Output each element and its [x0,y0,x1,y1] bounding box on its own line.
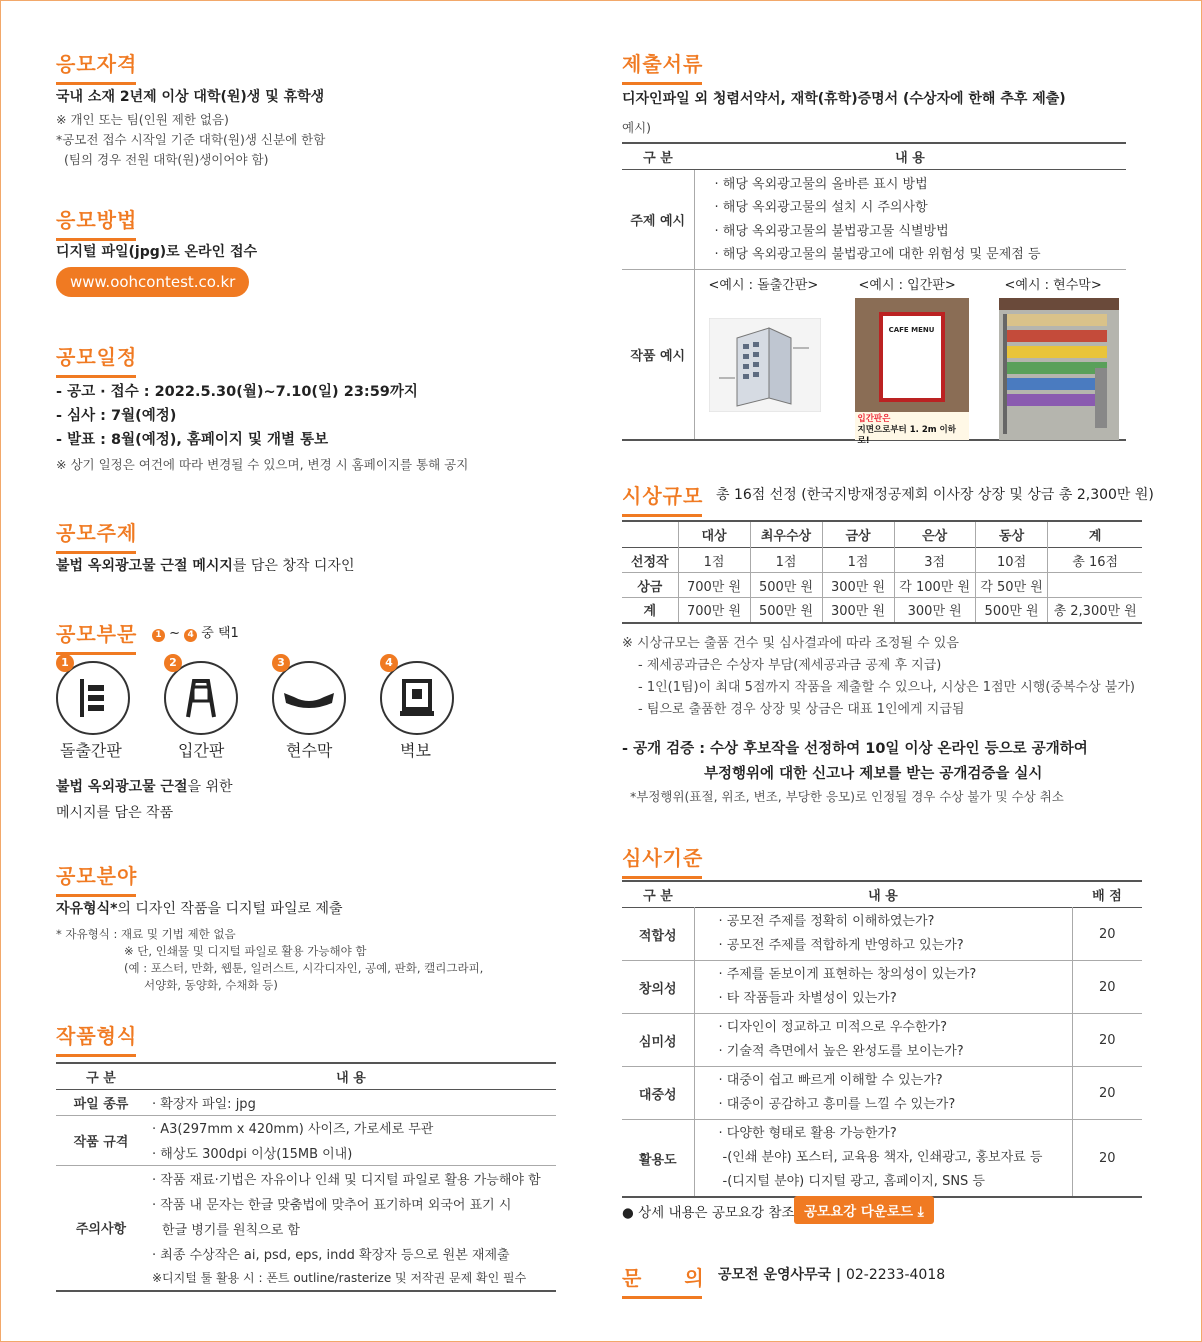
judging-row-2-key: 창의성 [622,961,694,1014]
judging-row-5-key: 활용도 [622,1120,694,1198]
category-label-1: 돌출간판 [60,741,122,760]
prize-table [622,520,1142,624]
category-num-4: 4 [380,654,398,672]
format-row-3-val-1: · 작품 재료·기법은 자유이나 인쇄 및 디지털 파일로 활용 가능해야 함 [152,1172,541,1188]
example-label-2: <예시 : 입간판> [858,278,956,293]
schedule-heading: 공모일정 [56,341,137,378]
verification-line-2: 부정행위에 대한 신고나 제보를 받는 공개검증을 실시 [704,766,1043,782]
prize-r0-c5: 10점 [975,548,1047,573]
standing-sign-icon [166,663,236,733]
theme-heading: 공모주제 [56,517,137,554]
judging-heading: 심사기준 [622,842,703,879]
judging-r3-l1: · 디자인이 정교하고 미적으로 우수한가? [718,1020,947,1035]
judging-r2-l2: · 타 작품들과 차별성이 있는가? [718,991,897,1006]
field-heading: 공모분야 [56,860,137,897]
contact-sep: | [831,1267,846,1283]
format-heading: 작품형식 [56,1020,137,1057]
format-row-1-key: 파일 종류 [73,1097,129,1112]
category-num-2: 2 [164,654,182,672]
field-text [56,898,343,918]
docs-topic-2: · 해당 옥외광고물의 설치 시 주의사항 [714,200,928,215]
prize-r1-c5: 각 50만 원 [975,573,1047,598]
prize-note-2: - 제세공과금은 수상자 부담(제세공과금 공제 후 지급) [638,658,942,673]
docs-th-2: 내 용 [694,143,1126,170]
download-text: 공모요강 다운로드 [804,1204,914,1220]
schedule-note: ※ 상기 일정은 여건에 따라 변경될 수 있으며, 변경 시 홈페이지를 통해 공지 [56,457,469,472]
judging-row-5-val [694,1120,1072,1198]
category-desc-2: 메시지를 담은 작품 [56,805,174,821]
download-label [794,1196,934,1224]
prize-th-6: 계 [1048,521,1142,548]
docs-topic-4: · 해당 옥외광고물의 불법광고에 대한 위험성 및 문제점 등 [714,247,1041,262]
method-main: 디지털 파일(jpg)로 온라인 접수 [56,244,258,260]
theme-rest: 를 담은 창작 디자인 [232,558,355,574]
category-num-1: 1 [56,654,74,672]
caption-line-2: 지면으로부터 1. 2m 이하로! [857,425,956,446]
docs-row-1-val [694,170,1126,270]
judging-r4-l2: · 대중이 공감하고 흥미를 느낄 수 있는가? [718,1097,956,1112]
category-circle-2 [164,661,238,735]
category-heading: 공모부문 [56,618,137,655]
prize-note-3: - 1인(1팀)이 최대 5점까지 작품을 제출할 수 있으나, 시상은 1점만 시행(중복수상 불가) [638,680,1135,695]
field-note-1: * 자유형식 : 재료 및 기법 제한 없음 [56,927,236,941]
qualification-main: 국내 소재 2년제 이상 대학(원)생 및 휴학생 [56,89,325,105]
docs-heading: 제출서류 [622,48,703,85]
schedule-line-2: - 심사 : 7월(예정) [56,408,177,424]
judging-row-5-score: 20 [1072,1120,1142,1198]
banner-icon [274,663,344,733]
contest-url-link[interactable]: www.oohcontest.co.kr [56,267,249,297]
format-th-1: 구 분 [56,1063,146,1090]
guide-download-button[interactable] [794,1196,934,1224]
format-row-3-val-4: · 최종 수상작은 ai, psd, eps, indd 확장자 등으로 원본 재제출 [152,1247,510,1263]
caption-line-1: 입간판은 [857,414,891,424]
contact-heading: 문 의 [622,1262,705,1299]
prize-r1-c2: 500만 원 [750,573,822,598]
category-label-4: 벽보 [400,741,431,760]
judging-row-3-score: 20 [1072,1014,1142,1067]
theme-bold: 불법 옥외광고물 근절 메시지 [56,558,233,574]
category-circle-1 [56,661,130,735]
format-row-3-val-5: ※디지털 툴 활용 시 : 폰트 outline/rasterize 및 저작권 문제 확인 필수 [152,1271,527,1285]
prize-r0-c2: 1점 [750,548,822,573]
standing-sign-example-image [855,298,969,446]
format-row-3-key: 주의사항 [56,1166,146,1291]
judging-row-4-key: 대중성 [622,1067,694,1120]
judging-r4-l1: · 대중이 쉽고 빠르게 이해할 수 있는가? [718,1073,943,1088]
judging-row-1-score: 20 [1072,908,1142,961]
format-row-3-val-2: · 작품 내 문자는 한글 맞춤법에 맞추어 표기하며 외국어 표기 시 [152,1197,512,1213]
judging-r5-l1: · 다양한 형태로 활용 가능한가? [718,1126,897,1141]
docs-main: 디자인파일 외 청렴서약서, 재학(휴학)증명서 (수상자에 한해 추후 제출) [622,91,1066,107]
judging-r5-l3: -(디지털 분야) 디지털 광고, 홈페이지, SNS 등 [722,1174,985,1189]
category-desc-bold: 불법 옥외광고물 근절 [56,779,188,795]
badge-4: 4 [184,629,197,642]
judging-r1-l2: · 공모전 주제를 적합하게 반영하고 있는가? [718,938,964,953]
prize-subtitle: 총 16점 선정 (한국지방재정공제회 이사장 상장 및 상금 총 2,300만 원) [716,487,1154,503]
prize-r2-c1: 700만 원 [678,598,750,623]
format-row-2-val-1: · A3(297mm x 420mm) 사이즈, 가로세로 무관 [152,1122,434,1138]
judging-row-3-key: 심미성 [622,1014,694,1067]
docs-topic-1: · 해당 옥외광고물의 올바른 표시 방법 [714,176,928,192]
format-row-2-key: 작품 규격 [56,1116,146,1166]
contact-org: 공모전 운영사무국 [718,1267,832,1283]
docs-row-2-val [694,270,1126,446]
judging-row-3-val [694,1014,1072,1067]
example-label-1: <예시 : 돌출간판> [708,278,819,293]
field-rest: 의 디자인 작품을 디지털 파일로 제출 [117,901,343,917]
judging-table [622,880,1142,1198]
format-row-2-val-2: · 해상도 300dpi 이상(15MB 이내) [152,1146,353,1162]
prize-r1-c3: 300만 원 [822,573,894,598]
judging-th-1: 구 분 [643,889,673,904]
judging-th-3: 배 점 [1092,889,1122,904]
protruding-sign-icon [58,663,128,733]
qualification-note-3: (팀의 경우 전원 대학(원)생이어야 함) [64,152,269,167]
field-note-4: 서양화, 동양화, 수채화 등) [144,978,278,992]
category-label-2: 입간판 [178,741,225,760]
verification-line-1: - 공개 검증 : 수상 후보작을 선정하여 10일 이상 온라인 등으로 공개하여 [622,741,1088,757]
format-row-1-val: · 확장자 파일: jpg [152,1097,256,1112]
prize-th-1: 대상 [678,521,750,548]
prize-th-0 [622,521,678,548]
verification-note: *부정행위(표절, 위조, 변조, 부당한 응모)로 인정될 경우 수상 불가 및 수상 취소 [630,789,1064,804]
field-note-3: (예 : 포스터, 만화, 웹툰, 일러스트, 시각디자인, 공예, 판화, 캘리그라피, [124,961,484,975]
method-heading: 응모방법 [56,204,137,241]
prize-r2-c6: 총 2,300만 원 [1048,598,1142,623]
docs-table [622,142,1126,446]
detail-text: ● 상세 내용은 공모요강 참조 [622,1205,795,1221]
prize-r2-c2: 500만 원 [750,598,822,623]
prize-th-5: 동상 [975,521,1047,548]
docs-example-label: 예시) [622,120,652,135]
judging-r5-l2: -(인쇄 분야) 포스터, 교육용 책자, 인쇄광고, 홍보자료 등 [722,1150,1043,1165]
prize-r2-c4: 300만 원 [894,598,975,623]
prize-heading: 시상규모 [622,480,703,517]
qualification-note-1: ※ 개인 또는 팀(인원 제한 없음) [56,112,229,127]
prize-th-4: 은상 [894,521,975,548]
prize-th-3: 금상 [822,521,894,548]
example-label-3: <예시 : 현수막> [1004,278,1102,293]
judging-row-4-score: 20 [1072,1067,1142,1120]
judging-th-2: 내 용 [868,889,898,904]
category-circle-4 [380,661,454,735]
badge-1: 1 [152,629,165,642]
docs-topic-3: · 해당 옥외광고물의 불법광고물 식별방법 [714,223,949,239]
judging-row-1-val [694,908,1072,961]
schedule-line-3: - 발표 : 8월(예정), 홈페이지 및 개별 통보 [56,432,329,448]
format-th-2: 내 용 [146,1063,556,1090]
contact-phone: 02-2233-4018 [845,1267,946,1283]
judging-row-1-key: 적합성 [622,908,694,961]
category-desc-1 [56,776,233,796]
docs-row-1-key: 주제 예시 [622,170,694,270]
cafe-menu-text: CAFE MENU [879,312,945,402]
judging-row-2-val [694,961,1072,1014]
judging-row-4-val [694,1067,1072,1120]
category-circle-3 [272,661,346,735]
protruding-sign-example-image [709,318,821,412]
prize-r2-c5: 500만 원 [975,598,1047,623]
field-bold: 자유형식* [56,901,118,917]
prize-r1-c6 [1048,573,1142,598]
judging-r3-l2: · 기술적 측면에서 높은 완성도를 보이는가? [718,1044,964,1059]
docs-th-1: 구 분 [622,143,694,170]
prize-r0-c3: 1점 [822,548,894,573]
format-row-3-val-3: 한글 병기를 원칙으로 함 [162,1222,300,1238]
judging-r2-l1: · 주제를 돋보이게 표현하는 창의성이 있는가? [718,967,977,982]
standing-sign-caption [855,412,969,446]
prize-r0-c1: 1점 [678,548,750,573]
field-note-2: ※ 단, 인쇄물 및 디지털 파일로 활용 가능해야 함 [124,944,367,958]
category-label-3: 현수막 [286,741,333,760]
prize-note-1: ※ 시상규모는 출품 건수 및 심사결과에 따라 조정될 수 있음 [622,636,959,651]
download-icon: ⤓ [917,1204,924,1220]
qualification-heading: 응모자격 [56,48,137,85]
prize-r2-c3: 300만 원 [822,598,894,623]
prize-note-4: - 팀으로 출품한 경우 상장 및 상금은 대표 1인에게 지급됨 [638,702,965,717]
format-table [56,1062,556,1292]
category-num-3: 3 [272,654,290,672]
qualification-note-2: *공모전 접수 시작일 기준 대학(원)생 신분에 한함 [56,132,326,147]
category-note: 1 ~ 4 중 택1 [152,622,239,642]
prize-th-2: 최우수상 [750,521,822,548]
category-desc-rest: 을 위한 [187,779,233,795]
judging-r1-l1: · 공모전 주제를 정확히 이해하였는가? [718,914,935,929]
banner-example-image [999,298,1119,440]
schedule-line-1: - 공고 · 접수 : 2022.5.30(월)~7.10(일) 23:59까지 [56,384,418,400]
contact-info [718,1264,945,1284]
prize-r1-c0: 상금 [637,579,663,595]
docs-row-2-key: 작품 예시 [622,270,694,440]
prize-r0-c0: 선정작 [630,554,669,570]
prize-r0-c4: 3점 [894,548,975,573]
prize-r2-c0: 계 [643,604,657,620]
prize-r0-c6: 총 16점 [1048,548,1142,573]
theme-text [56,555,354,575]
judging-row-2-score: 20 [1072,961,1142,1014]
prize-r1-c1: 700만 원 [678,573,750,598]
prize-r1-c4: 각 100만 원 [894,573,975,598]
poster-wall-icon [382,663,452,733]
